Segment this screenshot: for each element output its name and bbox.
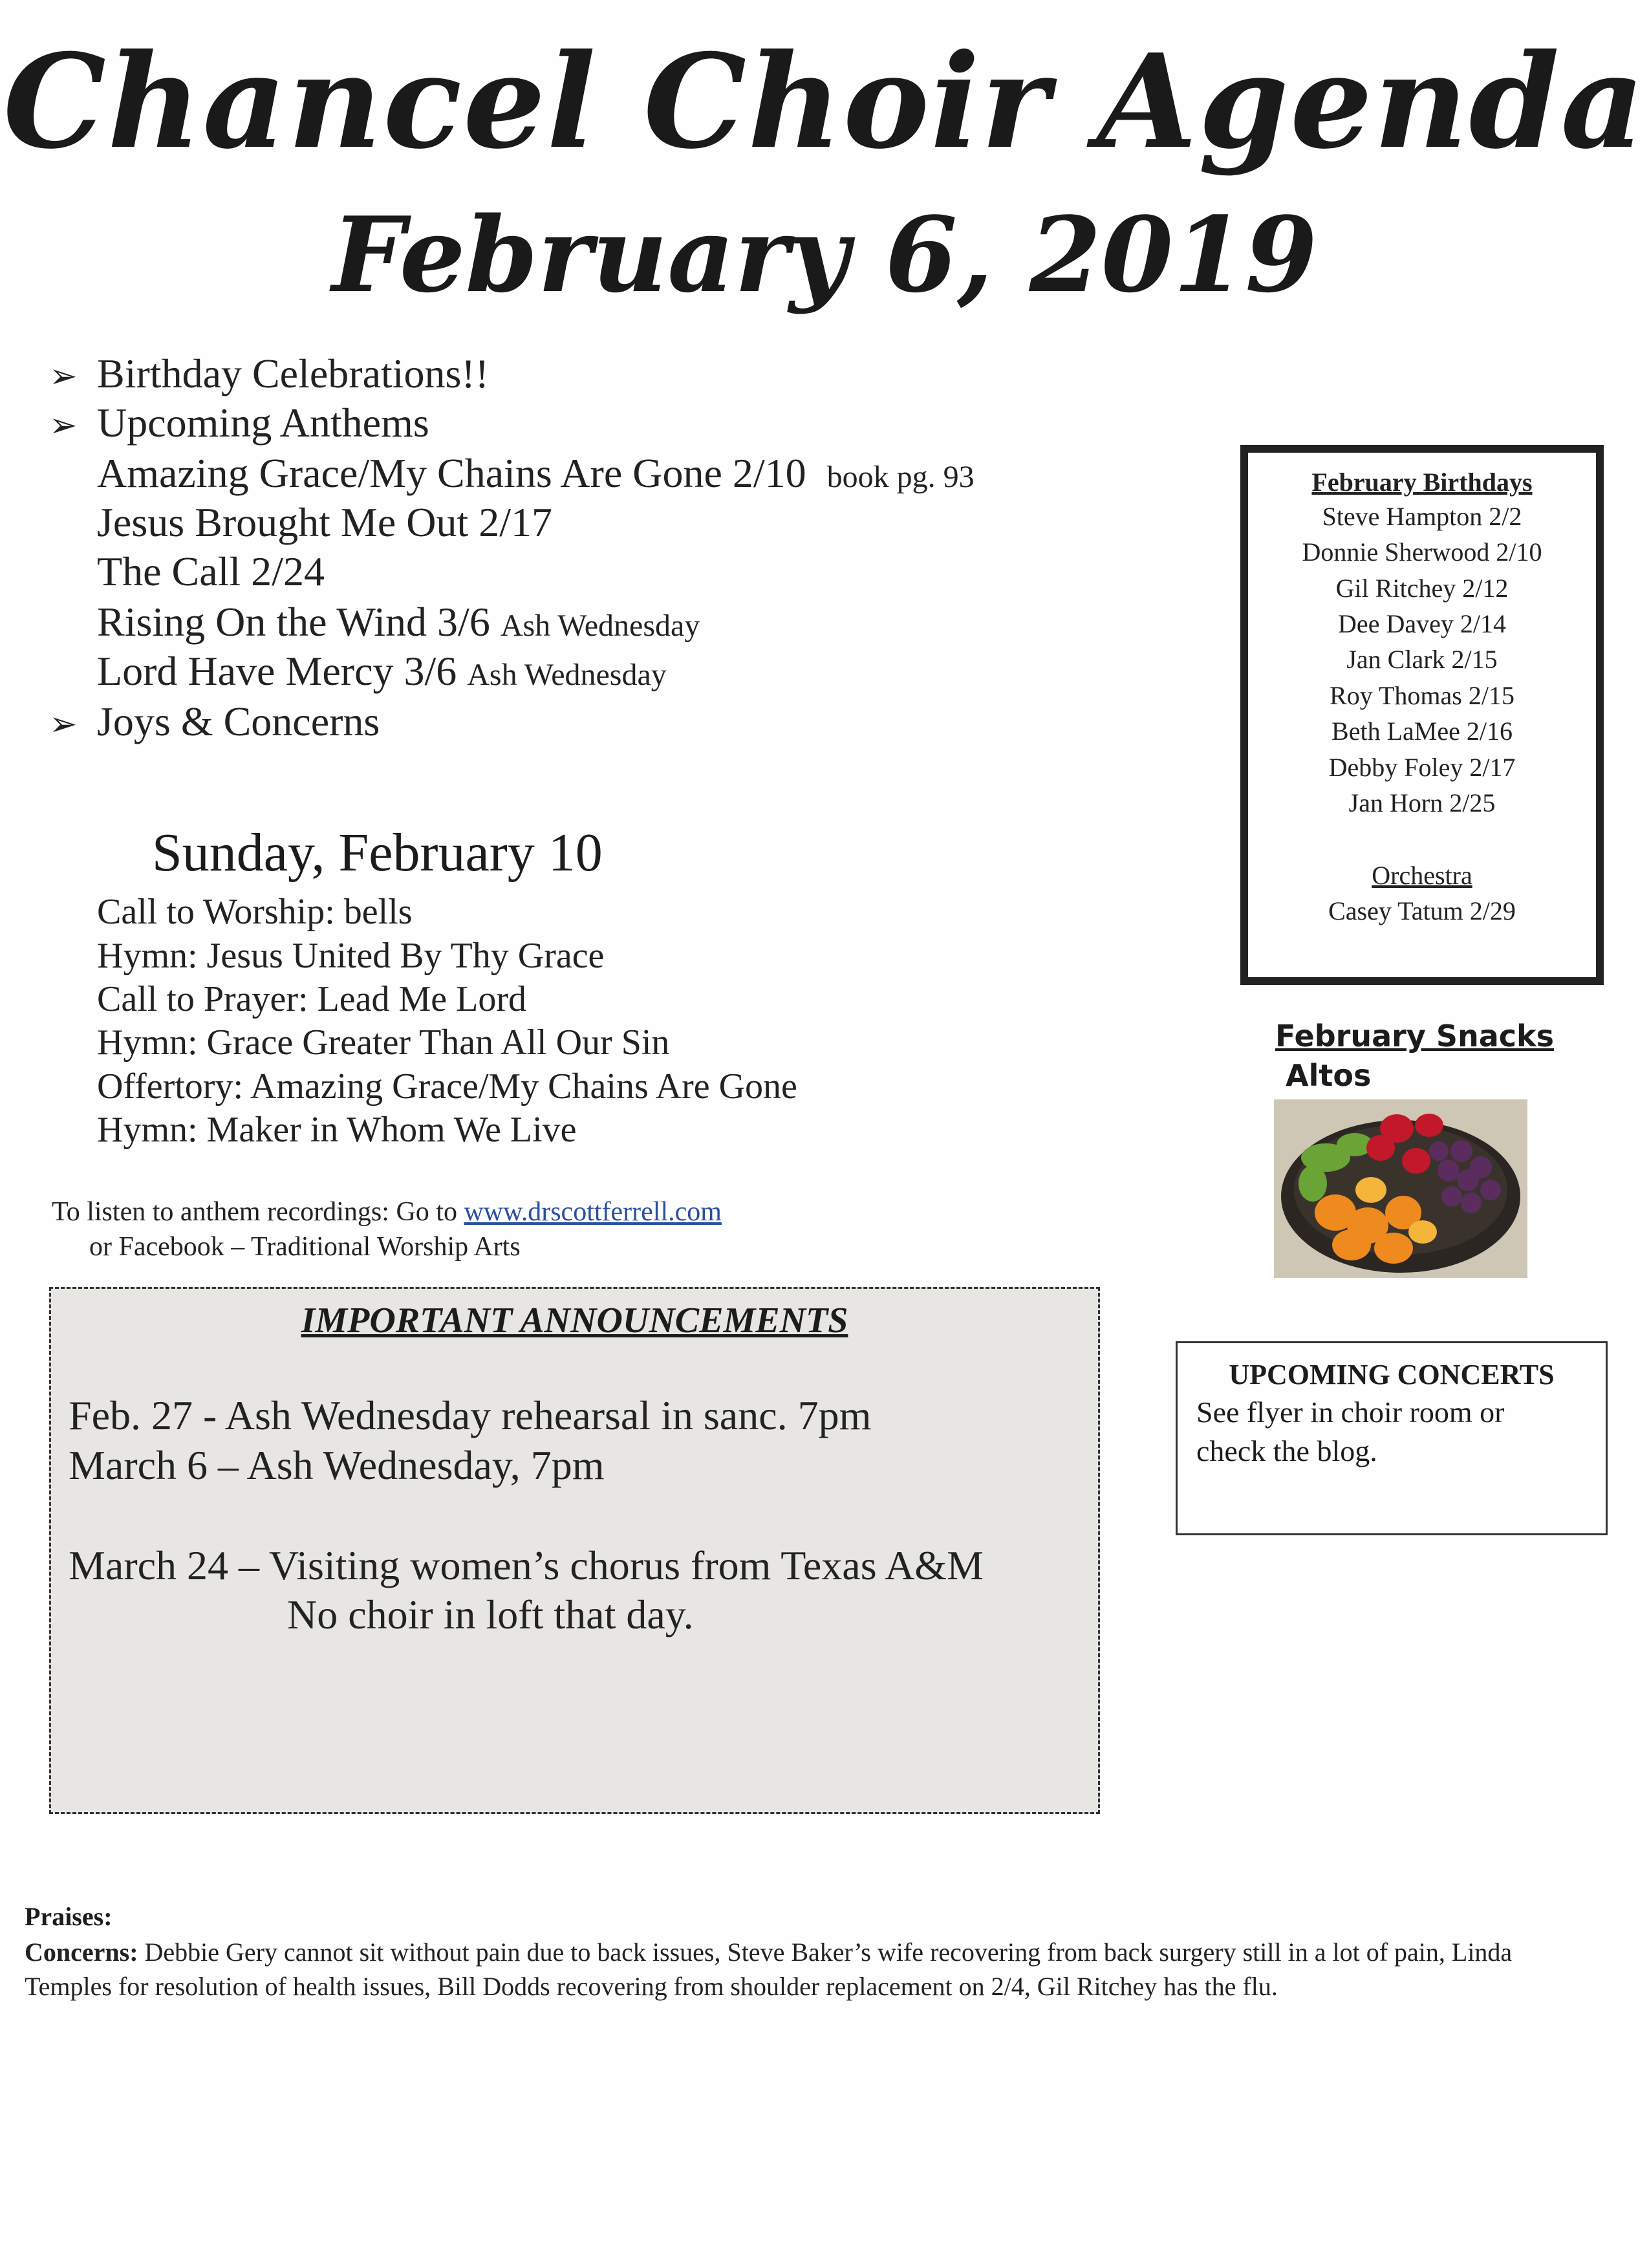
anthem-item — [97, 498, 552, 547]
birthday-entry: Steve Hampton 2/2 — [1322, 502, 1522, 531]
birthday-entry: Jan Horn 2/25 — [1348, 788, 1496, 817]
listen-line — [52, 1196, 722, 1227]
bullet-birthday-celebrations — [49, 349, 489, 402]
service-item: Hymn: Jesus United By Thy Grace — [97, 936, 605, 976]
concerns-paragraph — [25, 1935, 1538, 2003]
concerts-heading: UPCOMING CONCERTS — [1229, 1359, 1555, 1390]
praises-label: Praises: — [25, 1902, 113, 1931]
service-item: Hymn: Maker in Whom We Live — [97, 1110, 577, 1150]
anthem-note: book pg. 93 — [826, 460, 975, 494]
birthday-entry: Donnie Sherwood 2/10 — [1302, 537, 1542, 567]
birthday-entry: Jan Clark 2/15 — [1346, 645, 1498, 674]
orchestra-heading: Orchestra — [1372, 861, 1472, 890]
anthem-title: Amazing Grace/My Chains Are Gone 2/10 — [97, 450, 806, 496]
sunday-heading: Sunday, February 10 — [152, 823, 603, 883]
bullet-label: Birthday Celebrations!! — [97, 351, 490, 396]
anthem-note: Ash Wednesday — [500, 609, 700, 643]
anthem-title: Jesus Brought Me Out 2/17 — [97, 499, 552, 545]
announcement-item: Feb. 27 - Ash Wednesday rehearsal in sanc. 7pm — [69, 1392, 872, 1438]
announcement-item: No choir in loft that day. — [287, 1592, 694, 1637]
website-link[interactable]: www.drscottferrell.com — [464, 1197, 722, 1227]
birthdays-heading: February Birthdays — [1311, 468, 1533, 497]
concerns-text: Debbie Gery cannot sit without pain due to back issues, Steve Baker’s wife recovering from back surgery still in a lot of pain, Linda Temples for resolution of health issues, Bill Dodds recovering from shoulder replacement on 2/4, Gil Ritchey has the flu. — [25, 1938, 1513, 2001]
birthday-entry: Beth LaMee 2/16 — [1331, 717, 1513, 746]
birthday-entry: Roy Thomas 2/15 — [1330, 681, 1514, 710]
anthem-item — [97, 449, 975, 502]
anthem-title: The Call 2/24 — [97, 548, 325, 594]
fruit-bowl-image — [1274, 1099, 1527, 1278]
service-item: Call to Worship: bells — [97, 892, 413, 932]
arrow-bullet-icon: ➢ — [49, 358, 78, 395]
orchestra-entry: Casey Tatum 2/29 — [1328, 896, 1516, 925]
arrow-bullet-icon: ➢ — [49, 706, 78, 743]
anthem-title: Rising On the Wind 3/6 — [97, 599, 490, 645]
agenda-date: February 6, 2019 — [332, 194, 1317, 316]
snacks-title: February Snacks — [1275, 1019, 1555, 1053]
announcement-item: March 24 – Visiting women’s chorus from Texas A&M — [69, 1542, 984, 1588]
snacks-group: Altos — [1286, 1058, 1372, 1093]
listen-prefix: To listen to anthem recordings: Go to — [52, 1197, 464, 1227]
announcement-item: March 6 – Ash Wednesday, 7pm — [69, 1442, 605, 1488]
bullet-label: Upcoming Anthems — [97, 400, 429, 446]
anthem-item — [97, 598, 700, 651]
service-item: Offertory: Amazing Grace/My Chains Are Gone — [97, 1066, 797, 1107]
listen-facebook: or Facebook – Traditional Worship Arts — [89, 1232, 521, 1262]
concerts-line: check the blog. — [1196, 1434, 1377, 1467]
anthem-item — [97, 547, 325, 596]
anthem-title: Lord Have Mercy 3/6 — [97, 648, 457, 694]
anthem-note: Ash Wednesday — [467, 658, 667, 692]
service-item: Hymn: Grace Greater Than All Our Sin — [97, 1022, 670, 1063]
bullet-upcoming-anthems — [49, 398, 429, 451]
birthday-entry: Debby Foley 2/17 — [1328, 753, 1516, 782]
announcements-heading: IMPORTANT ANNOUNCEMENTS — [301, 1301, 848, 1341]
bullet-joys-concerns — [49, 697, 380, 750]
birthday-entry: Gil Ritchey 2/12 — [1335, 574, 1509, 603]
arrow-bullet-icon: ➢ — [49, 407, 78, 444]
birthday-entry: Dee Davey 2/14 — [1338, 609, 1506, 638]
anthem-item — [97, 647, 667, 700]
concerns-label: Concerns: — [25, 1938, 138, 1967]
concerts-line: See flyer in choir room or — [1196, 1396, 1505, 1429]
service-item: Call to Prayer: Lead Me Lord — [97, 979, 527, 1019]
page-title: Chancel Choir Agenda — [3, 26, 1646, 178]
bullet-label: Joys & Concerns — [97, 698, 380, 744]
